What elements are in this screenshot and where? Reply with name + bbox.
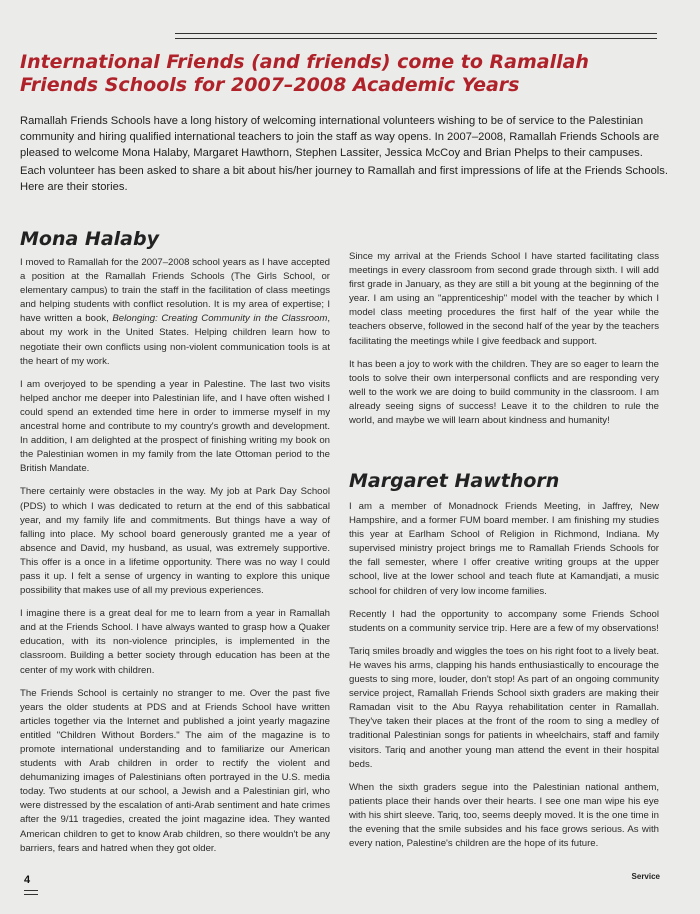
mona-column-left	[20, 256, 330, 865]
book-title: Belonging: Creating Community in the Classroom	[112, 313, 328, 325]
section-heading-margaret-hawthorn: Margaret Hawthorn	[349, 470, 560, 492]
body-paragraph: When the sixth graders segue into the Palestinian national anthem, patients place their hands over their hearts. I see one man wipe his eye with his shirt sleeve. Tariq, too, seems deeply moved. It is the one time in the evening that the smile subsides and his face grows serious. As with every nation, Palestine's children are the hope of its future.	[349, 781, 659, 850]
footer-section-label: Service	[631, 872, 660, 881]
article-headline: International Friends (and friends) come to Ramallah Friends Schools for 2007–2008 Academic Years	[20, 51, 589, 96]
body-paragraph: I imagine there is a great deal for me to learn from a year in Ramallah and at the Friends School. I have always wanted to grasp how a Quaker education, with its non-violence principles, is implemented in the classroom. Building a better society through education has been at the center of my work with children.	[20, 608, 330, 676]
body-paragraph: Recently I had the opportunity to accompany some Friends School students on a community service trip. Here are a few of my observations!	[349, 608, 659, 634]
page-number-rule	[24, 894, 38, 895]
body-paragraph: There certainly were obstacles in the way. My job at Park Day School (PDS) to which I was dedicated to return at the end of this sabbatical year, and my family life and commitments. But things have a way of falling into place. My school board generously granted me a year of absence and David, my husband, as usual, was extremely supportive. This offer is a once in a lifetime opportunity. There was no way I could pass it up. I felt a sense of urgency in wanting to explore this unique possibility that makes use of all my previous experiences.	[20, 486, 330, 597]
page-number: 4	[24, 874, 31, 886]
margaret-column	[349, 500, 659, 860]
body-paragraph: It has been a joy to work with the children. They are so eager to learn the tools to solve their own interpersonal conflicts and are responding very well to the work we are doing to build community in the classroom. I am already seeing signs of success! Leave it to the children to rule the world, and maybe we will learn about kindness and humanity!	[349, 358, 659, 427]
body-paragraph: The Friends School is certainly no stranger to me. Over the past five years the older students at PDS and at Friends School have written articles together via the Internet and published a joint yearly magazine entitled "Children Without Borders." The aim of the magazine is to promote international understanding and to familiarize our American students with Arab children in order to rectify the violent and dehumanizing images of Palestinians often portrayed in the U.S. media today. Two students at our school, a Jewish and a Palestinian girl, who were distressed by the escalation of anti-Arab sentiment and hate crimes after the 9/11 tragedies, created the joint magazine idea. They wanted American children to get to know Arab children, so there wouldn't be any barriers, fears and hatred when they got older.	[20, 687, 330, 854]
intro-paragraph: Ramallah Friends Schools have a long history of welcoming international volunteers wishing to be of service to the Palestinian community and hiring qualified international teachers to join the staff as way opens. In 2007–2008, Ramallah Friends Schools are pleased to welcome Mona Halaby, Margaret Hawthorn, Stephen Lassiter, Jessica McCoy and Brian Phelps to their campuses.	[20, 115, 660, 159]
header-rule-top	[175, 33, 657, 34]
body-paragraph: I am a member of Monadnock Friends Meeting, in Jaffrey, New Hampshire, and a former FUM board member. I am finishing my studies this year at Earlham School of Religion in Richmond, Indiana. My supervised ministry project brings me to Ramallah Friends Schools for the fall semester, where I offer creative writing groups at the upper school, live at the lower school and teach flute at Kamandjati, a music school for children of very low income families.	[349, 501, 659, 597]
body-paragraph: Since my arrival at the Friends School I have started facilitating class meetings in every classroom from second grade through sixth. I will add first grade in January, as they are still a bit young at the beginning of the year. I am using an "apprenticeship" model with the teacher by which I model class meeting procedures the first half of the year while the teachers observe, followed in the second half of the year by the teachers facilitating the meetings while I give feedback and support.	[349, 251, 659, 347]
body-paragraph: I moved to Ramallah for the 2007–2008 school years as I have accepted a position at the Ramallah Friends Schools (The Girls School, or elementary campus) to train the staff in the facilitation of class meetings and helping students with conflict resolution. It is my area of expertise; I have written a book, Belonging: Creating Community in the Classroom, about my work in the United States. Helping children learn how to negotiate their own conflicts using non-violent communication tools is at the heart of my work.	[20, 257, 331, 367]
section-heading-mona-halaby: Mona Halaby	[20, 228, 159, 250]
intro-paragraph: Each volunteer has been asked to share a bit about his/her journey to Ramallah and first impressions of life at the Friends Schools. Here are their stories.	[20, 165, 668, 193]
body-paragraph: Tariq smiles broadly and wiggles the toes on his right foot to a lively beat. He waves his arms, clapping his hands enthusiastically to encourage the guests to sing more, louder, don't stop! As part of an ongoing community service project, Ramallah Friends School sixth graders are making their Ramadan visit to the Abu Rayya rehabilitation center in Ramallah. They've taken their places at the front of the room to sing a medley of traditional Palestinian songs for patients in wheelchairs, staff and family visitors. Tariq and another young man attend the event in their hospital beds.	[349, 645, 659, 770]
header-rule-bottom	[175, 38, 657, 39]
mona-column-right	[349, 250, 659, 437]
page-number-rule	[24, 890, 38, 891]
body-paragraph: I am overjoyed to be spending a year in Palestine. The last two visits helped anchor me deeper into Palestinian life, and I have often wished I could spend an extended time here in order to immerse myself in my ancestral home and contribute to my country's growth and development. In addition, I am delighted at the prospect of finishing writing my book on the Palestinian women in my family from the late Ottoman period to the British Mandate.	[20, 378, 330, 475]
